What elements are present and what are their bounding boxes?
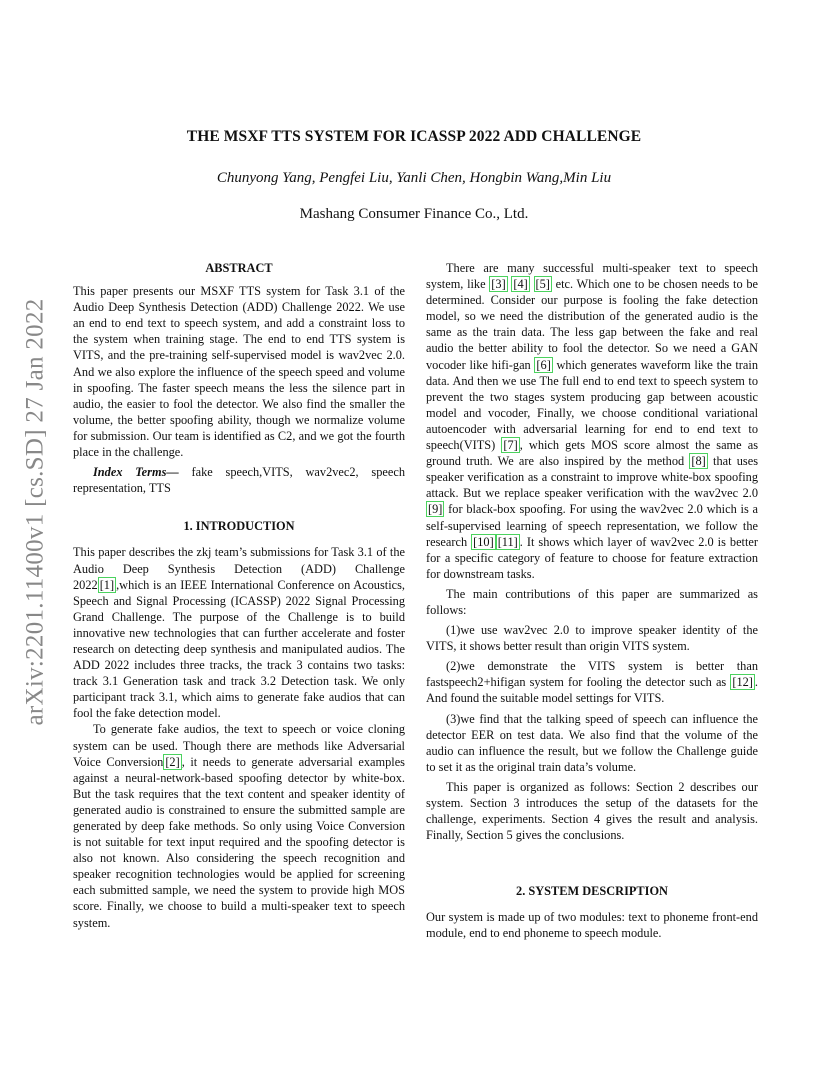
system-description-heading: 2. SYSTEM DESCRIPTION: [516, 884, 668, 899]
index-terms: [73, 464, 405, 496]
citation-link[interactable]: [10]: [473, 534, 494, 549]
abstract-text: This paper presents our MSXF TTS system for Task 3.1 of the Audio Deep Synthesis Detection (ADD) Challenge 2022. We use an end to end text to speech system, and add a constraint loss to the system when training stage. The end to end TTS system is VITS, and the pre-training self-supervised model is wav2vec 2.0. And we also explore the influence of the speech speed and volume in spoofing. The faster speech means the less the silence part in audio, the easier to fool the detector. We also find the smaller the volume, the better spoofing ability, though we normalize volume for submission. Our team is identified as C2, and we got the fourth place in the challenge.: [73, 284, 405, 460]
paper-title: THE MSXF TTS SYSTEM FOR ICASSP 2022 ADD CHALLENGE: [186, 128, 642, 145]
paper-authors: Chunyong Yang, Pengfei Liu, Yanli Chen, Hongbin Wang,Min Liu: [216, 170, 612, 186]
right-paragraph-1: There are many successful multi-speaker text to speech system, like [3] [4] [5] etc. Which one to be chosen needs to be determined. Consider our purpose is fooling the fake detection model, so we need the distribution of the generated audio is the same as the train data. The less gap between the fake and real audio the better ability to fool the detector. So we need a GAN vocoder like hifi-gan [6] which generates waveform like the train data. And then we use The full end to end text to speech system to prevent the two stages system producing gap between acoustic model and vocoder, Finally, we choose conditional variational autoencoder with adversarial learning for end to end text to speech(VITS) [7] , which gets MOS score almost the same as ground truth. We are also inspired by the method [8] that uses speaker verification as a constraint to improve white-box spoofing attack. But we replace speaker verification with the wav2vec 2.0 [9] for black-box spoofing. For using the wav2vec 2.0 which is a self-supervised learning of speech representation, we follow the research [10] [11] . It shows which layer of wav2vec 2.0 is better for a specific category of feature to choose for feature extraction for downstream tasks.: [426, 261, 759, 581]
arxiv-id-text: arXiv:2201.11400v1 [cs.SD] 27 Jan 2022: [22, 298, 50, 726]
citation-link[interactable]: [4]: [513, 277, 528, 292]
left-column: [73, 260, 405, 931]
intro-paragraph-2: To generate fake audios, the text to speech or voice cloning system can be used. Though there are methods like Adversarial Voice Conversion [2] , it needs to generate adversarial examples against a neural-network-based spoofing detector by white-box. But the task requires that the text content and speaker identity of generated audio is constrained to ensure the submitted sample are generated by deep fake methods. So only using Voice Conversion is not suitable for text input required and the spoofing detector is also not known. Also considering the speech recognition and speaker recognition technologies would be applied for screening each submitted sample, we need the system to provide high MOS score. Finally, we choose to build a multi-speaker text to speech system.: [73, 722, 405, 930]
citation-link[interactable]: [7]: [503, 438, 518, 453]
contribution-1: (1)we use wav2vec 2.0 to improve speaker identity of the VITS, it shows better result than origin VITS system.: [426, 623, 758, 654]
citation-link[interactable]: [12]: [732, 675, 753, 690]
contribution-3: (3)we find that the talking speed of speech can influence the detector EER on test data. We also find that the volume of the audio can influence the result, but we follow the Challenge guide to set it as the original train data’s volume.: [426, 711, 758, 774]
index-terms-text: fake speech,VITS, wav2vec2, speech representation, TTS: [73, 465, 405, 496]
paper-affiliation: Mashang Consumer Finance Co., Ltd.: [299, 206, 529, 222]
citation-link[interactable]: [5]: [535, 277, 550, 292]
system-description-paragraph: Our system is made up of two modules: text to phoneme front-end module, end to end phoneme to speech module.: [426, 910, 758, 941]
citation-link[interactable]: [2]: [165, 754, 180, 769]
intro-paragraph-1: This paper describes the zkj team’s submissions for Task 3.1 of the Audio Deep Synthesis Detection (ADD) Challenge 2022 [1] ,which is an IEEE International Conference on Acoustics, Speech and Signal Processing (ICASSP) 2022 Signal Processing Grand Challenge. The purpose of the Challenge is to build innovative new technologies that can further accelerate and foster research on detecting deep synthesis and manipulated audios. The ADD 2022 includes three tracks, the track 3 contains two tasks: track 3.1 Generation task and track 3.2 Detection task. We only participant track 3.1, which aims to generate fake audios that can fool the fake detection model.: [73, 545, 405, 721]
organization-paragraph: This paper is organized as follows: Section 2 describes our system. Section 3 introduces the setup of the datasets for the challenge, experiments. Section 4 gives the result and analysis. Finally, Section 5 gives the conclusions.: [426, 779, 758, 843]
citation-link[interactable]: [6]: [536, 357, 551, 372]
citation-link[interactable]: [3]: [491, 277, 506, 292]
citation-link[interactable]: [11]: [497, 534, 518, 549]
right-column: [426, 260, 758, 942]
citation-link[interactable]: [1]: [99, 577, 115, 592]
citation-link[interactable]: [8]: [691, 454, 706, 469]
arxiv-side-stamp: [8, 292, 64, 732]
index-terms-label: Index Terms—: [93, 465, 179, 480]
abstract-heading: ABSTRACT: [205, 261, 273, 275]
intro-heading: 1. INTRODUCTION: [183, 519, 295, 534]
right-paragraph-2: The main contributions of this paper are summarized as follows:: [426, 586, 758, 617]
contribution-2: (2)we demonstrate the VITS system is better than fastspeech2+hifigan system for fooling the detector such as [12] . And found the suitable model settings for VITS.: [426, 659, 758, 706]
citation-link[interactable]: [9]: [428, 502, 443, 517]
